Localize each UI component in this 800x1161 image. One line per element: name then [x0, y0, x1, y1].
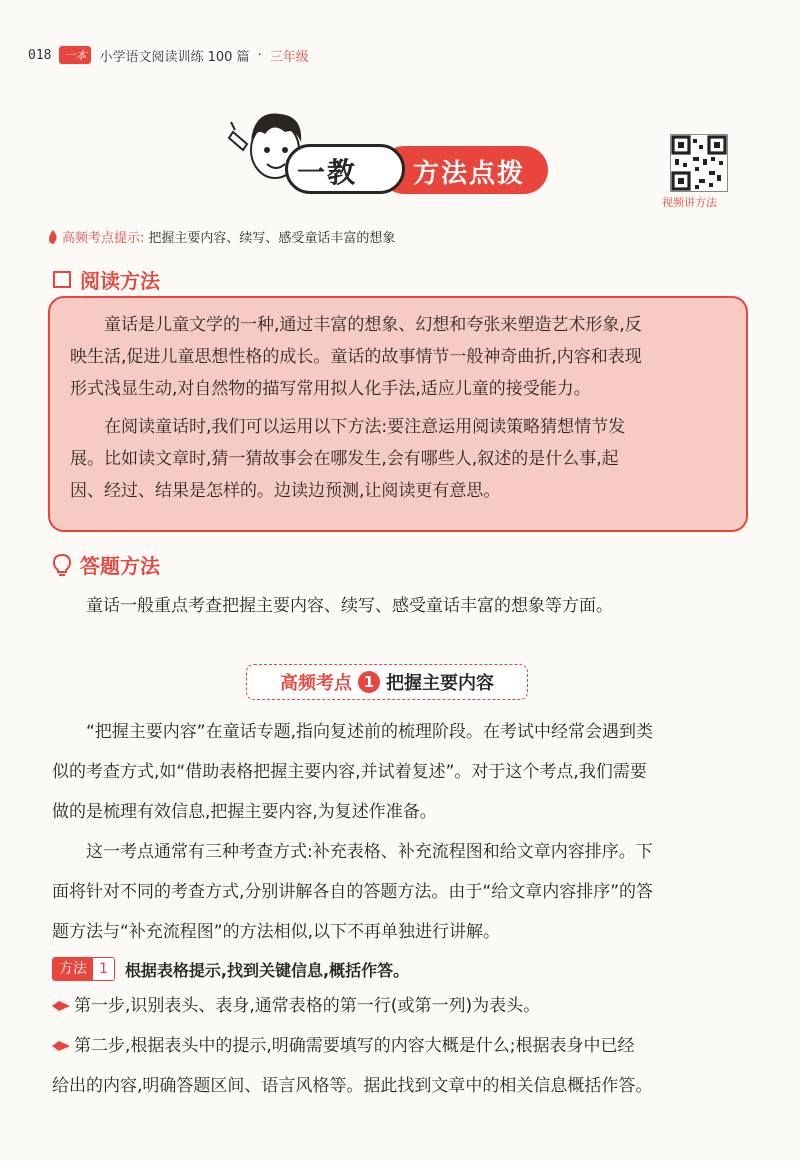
- method-tag-number: 1: [93, 958, 114, 980]
- method-1-heading: [52, 957, 409, 981]
- banner-right-text: 方法点拨: [413, 159, 526, 189]
- method-1-title: 根据表格提示,找到关键信息,概括作答。: [124, 960, 410, 980]
- step-1: [52, 986, 752, 1026]
- intro-p1-line2: 似的考查方式,如“借助表格把握主要内容,并试着复述”。对于这个考点,我们需要: [52, 762, 647, 782]
- brand-logo: 一本: [59, 46, 91, 64]
- intro-p1-line1: “把握主要内容”在童话专题,指向复述前的梳理阶段。在考试中经常会遇到类: [86, 722, 654, 742]
- grade-label: 三年级: [269, 49, 309, 65]
- intro-p2-line1: 这一考点通常有三种考查方式:补充表格、补充流程图和给文章内容排序。下: [86, 842, 653, 862]
- step-2-line2: 给出的内容,明确答题区间、语言风格等。据此找到文章中的相关信息概括作答。: [52, 1076, 653, 1096]
- reading-p2-line1: 在阅读童话时,我们可以运用以下方法:要注意运用阅读策略猜想情节发: [104, 417, 626, 437]
- book-title: 小学语文阅读训练 100 篇: [99, 49, 250, 65]
- qr-label: 视频讲方法: [662, 196, 717, 209]
- bullet-icon: [52, 1001, 70, 1011]
- reading-p1-line3: 形式浅显生动,对自然物的描写常用拟人化手法,适应儿童的接受能力。: [70, 379, 591, 399]
- section-banner: [285, 144, 555, 196]
- book-icon: [52, 270, 72, 290]
- intro-p2-line3: 题方法与“补充流程图”的方法相似,以下不再单独进行讲解。: [52, 922, 501, 942]
- reading-method-box: [48, 296, 748, 532]
- tip-label: 高频考点提示:: [62, 231, 145, 246]
- method-tag-label: 方法: [53, 958, 93, 980]
- step-1-text: 第一步,识别表头、表身,通常表格的第一行(或第一列)为表头。: [74, 996, 541, 1016]
- tip-text: 把握主要内容、续写、感受童话丰富的想象: [148, 231, 396, 246]
- answer-method-title: 答题方法: [80, 554, 160, 578]
- lightbulb-icon: [52, 554, 72, 576]
- banner-left-text: 一教: [297, 156, 358, 189]
- reading-p1-line2: 映生活,促进儿童思想性格的成长。童话的故事情节一般神奇曲折,内容和表现: [70, 347, 642, 367]
- flame-icon: [48, 230, 58, 244]
- hot-point-number: 1: [358, 671, 380, 693]
- step-2-text-1: 第二步,根据表头中的提示,明确需要填写的内容大概是什么;根据表身中已经: [74, 1036, 635, 1056]
- reading-p2-line3: 因、经过、结果是怎样的。边读边预测,让阅读更有意思。: [70, 481, 501, 501]
- page-header: [28, 44, 309, 66]
- step-2-line1: [52, 1026, 752, 1066]
- page-number: 018: [28, 47, 52, 63]
- answer-method-text: 童话一般重点考查把握主要内容、续写、感受童话丰富的想象等方面。: [86, 596, 613, 616]
- reading-method-title: 阅读方法: [80, 269, 160, 293]
- qr-code-icon[interactable]: [670, 134, 728, 192]
- hot-point-title: 把握主要内容: [386, 673, 494, 694]
- reading-method-heading: [52, 265, 160, 294]
- hot-point-tag: [246, 664, 528, 700]
- intro-p2-line2: 面将针对不同的考查方式,分别讲解各自的答题方法。由于“给文章内容排序”的答: [52, 882, 654, 902]
- tip-line: [48, 227, 395, 246]
- bullet-icon: [52, 1041, 70, 1051]
- reading-p2-line2: 展。比如读文章时,猜一猜故事会在哪发生,会有哪些人,叙述的是什么事,起: [70, 449, 619, 469]
- method-tag: [52, 957, 115, 981]
- intro-p1-line3: 做的是梳理有效信息,把握主要内容,为复述作准备。: [52, 802, 437, 822]
- reading-p1-line1: 童话是儿童文学的一种,通过丰富的想象、幻想和夸张来塑造艺术形象,反: [104, 315, 642, 335]
- title-separator: ·: [257, 47, 262, 63]
- answer-method-heading: [52, 550, 160, 579]
- hot-point-label: 高频考点: [280, 673, 352, 694]
